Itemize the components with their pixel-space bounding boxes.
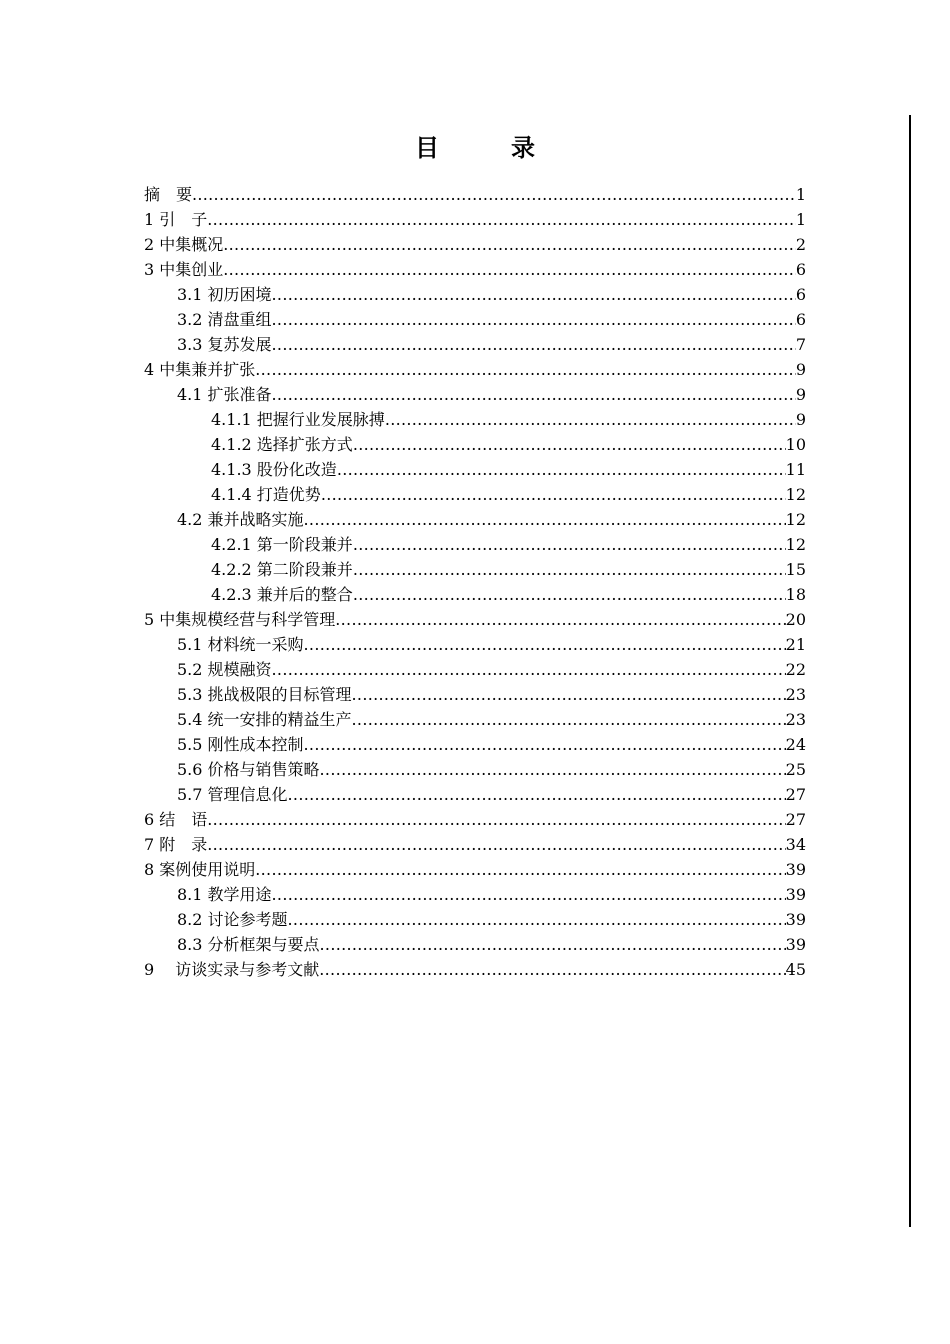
dot-leader xyxy=(223,232,796,257)
dot-leader xyxy=(337,457,786,482)
toc-entry-title: 3.3 复苏发展 xyxy=(177,335,272,354)
toc-entry-title: 4 中集兼并扩张 xyxy=(144,360,256,379)
toc-entry-page-number: 23 xyxy=(785,685,806,704)
toc-entry-title: 4.1 扩张准备 xyxy=(177,385,272,404)
toc-entry-title: 3.2 清盘重组 xyxy=(177,310,272,329)
toc-entry-page-number: 9 xyxy=(795,410,806,429)
toc-entry[interactable] xyxy=(144,582,806,607)
toc-entry[interactable] xyxy=(144,907,806,932)
toc-entry[interactable] xyxy=(144,882,806,907)
toc-entry-title: 4.1.1 把握行业发展脉搏 xyxy=(211,410,385,429)
toc-entry[interactable] xyxy=(144,482,806,507)
toc-entry-page-number: 25 xyxy=(785,760,806,779)
page-edge-line xyxy=(909,115,911,1227)
toc-entry-title: 4.2.3 兼并后的整合 xyxy=(211,585,353,604)
dot-leader xyxy=(288,907,786,932)
toc-entry-page-number: 1 xyxy=(795,210,806,229)
dot-leader xyxy=(255,357,796,382)
toc-entry[interactable] xyxy=(144,432,806,457)
toc-entry-title: 4.2.1 第一阶段兼并 xyxy=(211,535,353,554)
dot-leader xyxy=(272,307,796,332)
dot-leader xyxy=(207,832,785,857)
toc-entry[interactable] xyxy=(144,407,806,432)
toc-entry[interactable] xyxy=(144,657,806,682)
toc-entry-page-number: 39 xyxy=(785,935,806,954)
dot-leader xyxy=(352,682,786,707)
toc-entry[interactable] xyxy=(144,707,806,732)
toc-entry[interactable] xyxy=(144,632,806,657)
toc-entry-title: 7 附 录 xyxy=(144,835,208,854)
toc-entry-page-number: 15 xyxy=(785,560,806,579)
toc-entry-title: 3.1 初历困境 xyxy=(177,285,272,304)
toc-entry[interactable] xyxy=(144,307,806,332)
toc-entry[interactable] xyxy=(144,507,806,532)
toc-entry[interactable] xyxy=(144,257,806,282)
toc-entry-page-number: 45 xyxy=(785,960,806,979)
toc-entry-page-number: 23 xyxy=(785,710,806,729)
toc-entry-page-number: 10 xyxy=(785,435,806,454)
toc-entry-title: 5.3 挑战极限的目标管理 xyxy=(177,685,352,704)
dot-leader xyxy=(319,957,785,982)
dot-leader xyxy=(272,657,786,682)
dot-leader xyxy=(192,182,796,207)
toc-entry[interactable] xyxy=(144,682,806,707)
toc-entry[interactable] xyxy=(144,807,806,832)
toc-entry[interactable] xyxy=(144,282,806,307)
toc-entry-page-number: 2 xyxy=(795,235,806,254)
toc-entry[interactable] xyxy=(144,932,806,957)
toc-entry-title: 摘 要 xyxy=(144,185,193,204)
toc-entry[interactable] xyxy=(144,532,806,557)
toc-entry-page-number: 18 xyxy=(785,585,806,604)
toc-entry-page-number: 9 xyxy=(795,360,806,379)
toc-entry[interactable] xyxy=(144,607,806,632)
toc-entry-title: 1 引 子 xyxy=(144,210,208,229)
toc-entry-title: 5.2 规模融资 xyxy=(177,660,272,679)
toc-entry-page-number: 24 xyxy=(785,735,806,754)
dot-leader xyxy=(353,582,786,607)
toc-entry-page-number: 6 xyxy=(795,310,806,329)
dot-leader xyxy=(353,532,786,557)
toc-entry[interactable] xyxy=(144,557,806,582)
toc-entry-title: 5.5 刚性成本控制 xyxy=(177,735,304,754)
toc-entry[interactable] xyxy=(144,332,806,357)
dot-leader xyxy=(385,407,796,432)
dot-leader xyxy=(272,882,786,907)
dot-leader xyxy=(304,632,786,657)
toc-entry-page-number: 34 xyxy=(785,835,806,854)
toc-entry[interactable] xyxy=(144,757,806,782)
toc-entry-title: 8.1 教学用途 xyxy=(177,885,272,904)
toc-entry[interactable] xyxy=(144,382,806,407)
dot-leader xyxy=(304,507,786,532)
dot-leader xyxy=(353,432,786,457)
toc-entry-title: 2 中集概况 xyxy=(144,235,224,254)
toc-entry[interactable] xyxy=(144,207,806,232)
toc-entry-page-number: 9 xyxy=(795,385,806,404)
toc-entry-page-number: 6 xyxy=(795,285,806,304)
toc-entry[interactable] xyxy=(144,857,806,882)
toc-entry-page-number: 39 xyxy=(785,885,806,904)
toc-entry-page-number: 39 xyxy=(785,910,806,929)
toc-entry[interactable] xyxy=(144,357,806,382)
toc-title: 目 录 xyxy=(415,133,559,162)
toc-entry-title: 5.1 材料统一采购 xyxy=(177,635,304,654)
toc-entry[interactable] xyxy=(144,957,806,982)
toc-entry-page-number: 22 xyxy=(785,660,806,679)
toc-entry[interactable] xyxy=(144,832,806,857)
toc-entry-page-number: 12 xyxy=(785,535,806,554)
toc-entry-title: 5.6 价格与销售策略 xyxy=(177,760,320,779)
dot-leader xyxy=(272,382,796,407)
toc-entry-title: 4.2.2 第二阶段兼并 xyxy=(211,560,353,579)
toc-entry-page-number: 6 xyxy=(795,260,806,279)
toc-entry-page-number: 12 xyxy=(785,485,806,504)
toc-entry-title: 5 中集规模经营与科学管理 xyxy=(144,610,336,629)
toc-entry-title: 5.4 统一安排的精益生产 xyxy=(177,710,352,729)
dot-leader xyxy=(321,482,786,507)
dot-leader xyxy=(320,932,786,957)
toc-entry-title: 4.2 兼并战略实施 xyxy=(177,510,304,529)
dot-leader xyxy=(352,707,786,732)
toc-entry-title: 8.2 讨论参考题 xyxy=(177,910,288,929)
toc-entry-title: 4.1.2 选择扩张方式 xyxy=(211,435,353,454)
toc-entry-page-number: 20 xyxy=(785,610,806,629)
toc-entry[interactable] xyxy=(144,232,806,257)
dot-leader xyxy=(320,757,786,782)
dot-leader xyxy=(288,782,786,807)
toc-entry-title: 8 案例使用说明 xyxy=(144,860,256,879)
dot-leader xyxy=(223,257,796,282)
toc-entry-title: 8.3 分析框架与要点 xyxy=(177,935,320,954)
toc-entry[interactable] xyxy=(144,782,806,807)
dot-leader xyxy=(255,857,785,882)
dot-leader xyxy=(207,807,785,832)
toc-entry-page-number: 1 xyxy=(795,185,806,204)
toc-entry-page-number: 7 xyxy=(795,335,806,354)
toc-entry-page-number: 39 xyxy=(785,860,806,879)
toc-entry-title: 3 中集创业 xyxy=(144,260,224,279)
dot-leader xyxy=(272,332,796,357)
dot-leader xyxy=(304,732,786,757)
toc-entry-page-number: 11 xyxy=(785,460,806,479)
dot-leader xyxy=(335,607,785,632)
toc-entry-page-number: 27 xyxy=(785,785,806,804)
toc-entry-title: 6 结 语 xyxy=(144,810,208,829)
table-of-contents xyxy=(144,182,806,982)
toc-entry-page-number: 27 xyxy=(785,810,806,829)
toc-entry[interactable] xyxy=(144,457,806,482)
dot-leader xyxy=(353,557,786,582)
toc-entry-title: 9 访谈实录与参考文献 xyxy=(144,960,320,979)
dot-leader xyxy=(207,207,796,232)
toc-entry-title: 4.1.3 股份化改造 xyxy=(211,460,337,479)
toc-entry-title: 5.7 管理信息化 xyxy=(177,785,288,804)
toc-entry[interactable] xyxy=(144,732,806,757)
toc-entry-page-number: 12 xyxy=(785,510,806,529)
toc-entry-title: 4.1.4 打造优势 xyxy=(211,485,321,504)
toc-entry-page-number: 21 xyxy=(785,635,806,654)
dot-leader xyxy=(272,282,796,307)
toc-entry[interactable] xyxy=(144,182,806,207)
